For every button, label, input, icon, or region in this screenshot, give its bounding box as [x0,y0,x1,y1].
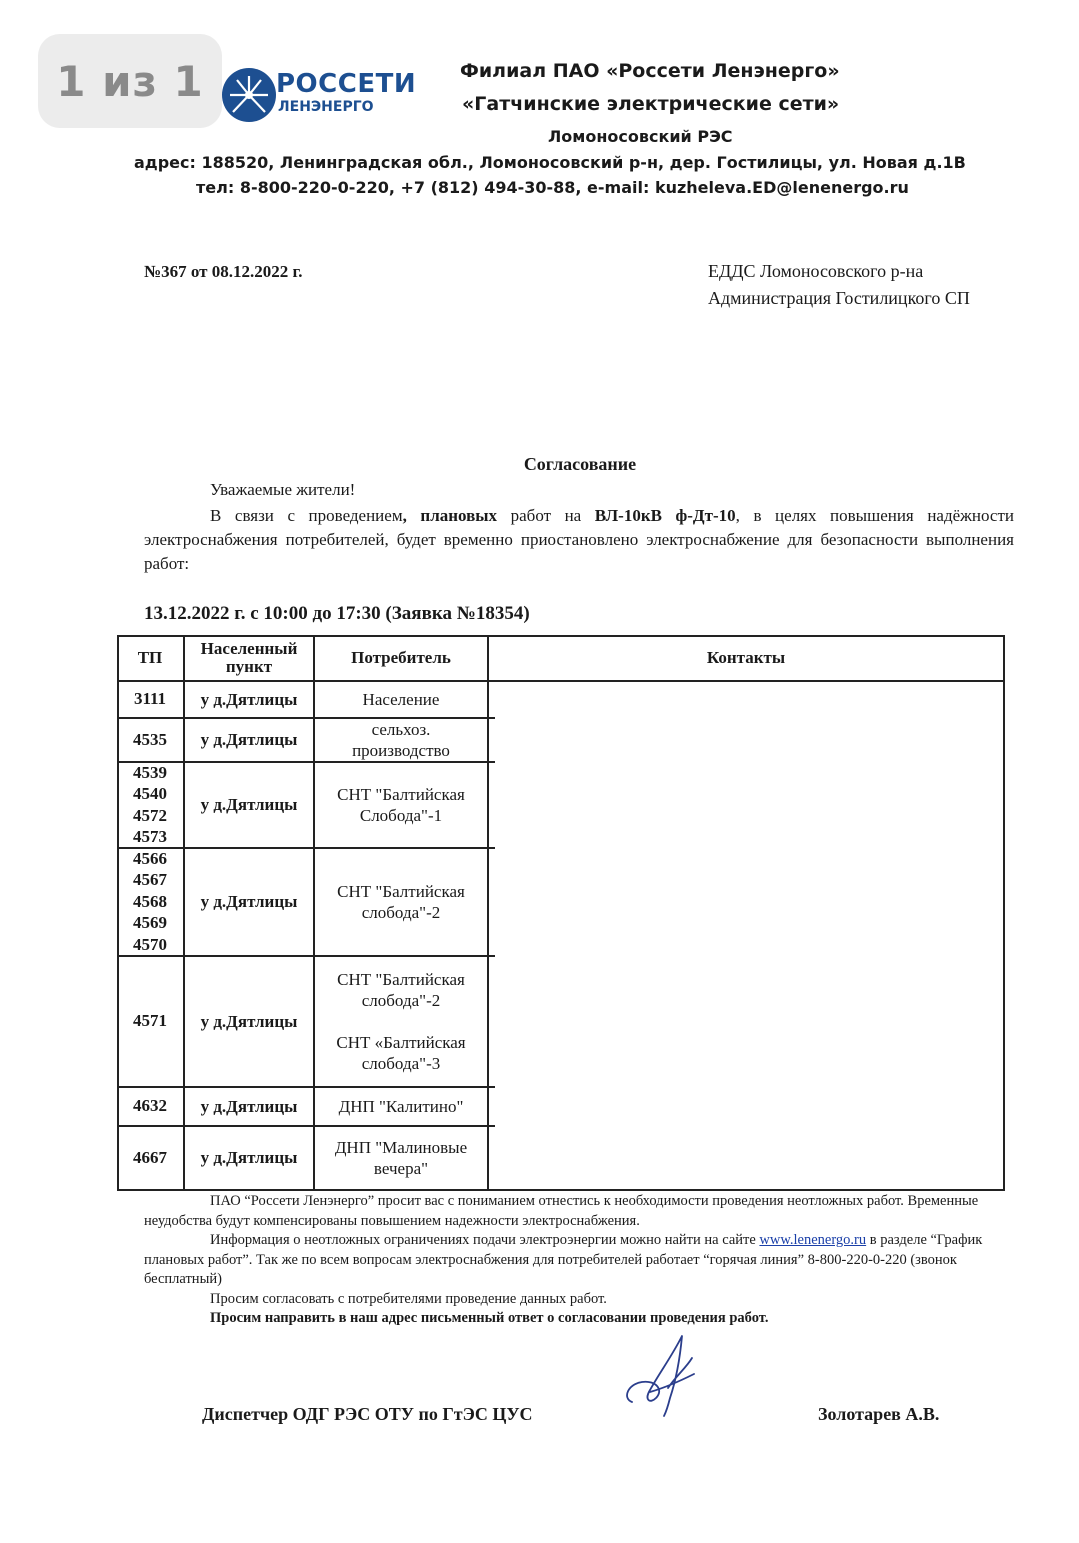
intro-text-b: , плановых [402,506,498,525]
table-row-consumer: Население [362,689,440,709]
signer-position: Диспетчер ОДГ РЭС ОТУ по ГтЭС ЦУС [202,1404,533,1424]
table-row-consumer: СНТ "Балтийская Слобода"-1 [337,784,465,825]
org-address: адрес: 188520, Ленинградская обл., Ломоносовский р-н, дер. Гостилицы, ул. Новая д.1В [134,153,966,172]
document-number: №367 от 08.12.2022 г. [144,262,303,281]
lenenergo-link[interactable]: www.lenenergo.ru [759,1232,867,1248]
table-row-settlement: у д.Дятлицы [200,730,298,749]
footer-p2-text-b: в разделе “График плановых работ”. Так же по всем вопросам электроснабжения для потребителей работает “горячая линия” 8-800-220-0-220 (звонок бесплатный) [144,1232,983,1287]
table-row-tp: 4632 [133,1096,167,1116]
outage-table [117,635,1005,1191]
table-row-tp: 4667 [133,1147,167,1167]
table-row-consumer-group [315,956,487,1086]
intro-text-a: В связи с проведением [210,506,403,525]
table-row-consumer: сельхоз. производство [352,719,450,760]
signer-name: Золотарев А.В. [818,1404,940,1424]
res-name: Ломоносовский РЭС [548,127,733,146]
table-row-consumer: СНТ "Балтийская слобода"-2 [337,881,465,922]
table-row-settlement: у д.Дятлицы [200,689,298,709]
greeting: Уважаемые жители! [210,480,356,499]
logo-line2: ЛЕНЭНЕРГО [278,99,374,115]
table-row-tp: 4535 [133,729,167,749]
intro-paragraph [144,504,1014,576]
table-row-tp: 4571 [133,1011,167,1031]
logo-line1: РОССЕТИ [276,69,417,99]
header-consumer: Потребитель [351,648,451,667]
org-name-line2: «Гатчинские электрические сети» [462,93,840,115]
table-row-tp: 4566 4567 4568 4569 4570 [133,848,167,954]
line-name: ВЛ-10кВ ф-Дт-10 [594,506,736,525]
header-tp: ТП [137,648,163,667]
recipient-line1: ЕДДС Ломоносовского р-на [708,261,924,281]
footer-paragraph-3: Просим согласовать с потребителями проведение данных работ. [210,1290,607,1307]
table-row-settlement: у д.Дятлицы [200,795,298,814]
table-row-consumer: ДНП "Калитино" [338,1096,464,1116]
table-row-consumer-2: СНТ «Балтийская слобода"-3 [336,1032,466,1073]
footer-text [144,1192,994,1329]
org-name-line1: Филиал ПАО «Россети Ленэнерго» [460,60,840,82]
table-row-consumer: ДНП "Малиновые вечера" [334,1137,468,1178]
table-row-tp: 3111 [133,689,167,709]
footer-p2-text-a: Информация о неотложных ограничениях подачи электроэнергии можно найти на сайте [210,1232,760,1248]
intro-text-c: работ на [497,506,595,525]
recipient-line2: Администрация Гостилицкого СП [708,288,970,308]
document-title: Согласование [523,454,637,474]
intro-text-e: , в целях повышения надёжности электроснабжения потребителей, будет временно приостановлено электроснабжение для безопасности выполнения работ: [144,506,1014,573]
header-contacts: Контакты [706,648,786,667]
table-row-tp: 4539 4540 4572 4573 [133,762,167,846]
header-settlement: Населенный пункт [200,638,298,676]
table-row-consumer: СНТ "Балтийская слобода"-2 [337,969,465,1010]
table-row-settlement: у д.Дятлицы [200,1148,298,1167]
page-indicator: 1 из 1 [38,34,222,128]
footer-paragraph-1: ПАО “Россети Ленэнерго” просит вас с пониманием отнестись к необходимости проведения неотложных работ. Временные неудобства будут компенсированы повышением надежности электроснабжения. [144,1193,979,1229]
table-row-settlement: у д.Дятлицы [200,1096,298,1116]
logo-wordmark [276,70,416,116]
org-contacts: тел: 8-800-220-0-220, +7 (812) 494-30-88, e-mail: kuzheleva.ED@lenenergo.ru [196,178,909,197]
handwritten-signature-icon [620,1328,704,1420]
footer-paragraph-4: Просим направить в наш адрес письменный ответ о согласовании проведения работ. [210,1310,769,1326]
outage-date-line: 13.12.2022 г. с 10:00 до 17:30 (Заявка №18354) [144,603,530,624]
table-row-settlement: у д.Дятлицы [200,1011,298,1031]
table-row-settlement: у д.Дятлицы [200,892,298,911]
footer-paragraph-2 [144,1231,994,1290]
